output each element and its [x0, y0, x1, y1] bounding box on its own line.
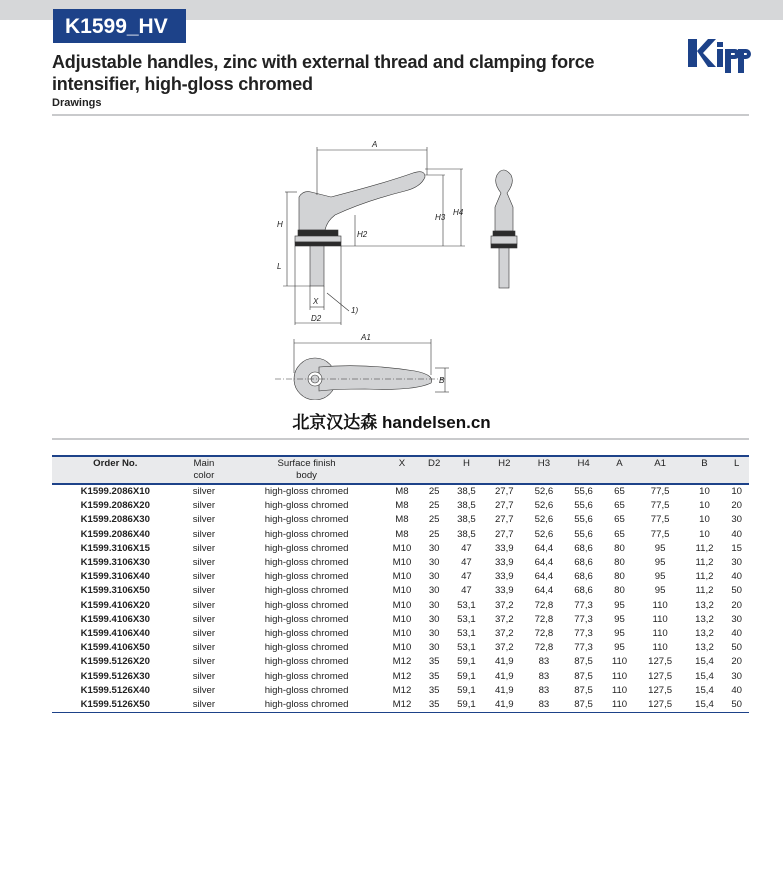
- watermark-text: 北京汉达森 handelsen.cn: [292, 413, 491, 432]
- table-body: [52, 484, 749, 713]
- table-cell: 38,5: [457, 514, 476, 526]
- table-cell: silver: [192, 656, 216, 668]
- table-cell: silver: [192, 486, 216, 498]
- handle-lever-side: [299, 172, 425, 230]
- col-order-no: Order No.: [52, 456, 179, 484]
- table-cell: 55,6: [574, 486, 593, 498]
- order-number-cell: K1599.3106X30: [80, 557, 150, 569]
- table-cell: 87,5: [574, 670, 593, 682]
- table-cell: 87,5: [574, 656, 593, 668]
- kipp-logo: [686, 35, 752, 77]
- order-number-cell: K1599.3106X50: [80, 585, 150, 597]
- table-row: [52, 570, 749, 584]
- order-number-cell: K1599.2086X40: [80, 528, 150, 540]
- col-h3: H3: [524, 456, 564, 484]
- table-cell: 10: [699, 514, 710, 526]
- table-cell: 30: [428, 585, 440, 597]
- table-cell: 87,5: [574, 684, 593, 696]
- order-number-cell: K1599.4106X50: [80, 642, 150, 654]
- collar-bottom-ring: [295, 242, 341, 246]
- table-cell: 10: [731, 486, 742, 498]
- top-view-lever: [319, 366, 432, 391]
- dim-h4-label: H4: [453, 208, 464, 217]
- table-cell: high-gloss chromed: [264, 642, 349, 654]
- col-d2: D2: [420, 456, 448, 484]
- table-cell: 10: [699, 486, 710, 498]
- table-cell: 15: [731, 542, 742, 554]
- table-cell: high-gloss chromed: [264, 500, 349, 512]
- collar-dark-ring: [298, 230, 338, 236]
- table-cell: 33,9: [494, 557, 514, 569]
- table-header-row: [52, 456, 749, 484]
- table-cell: 83: [538, 670, 550, 682]
- table-cell: silver: [192, 500, 216, 512]
- table-cell: high-gloss chromed: [264, 656, 349, 668]
- table-cell: 40: [731, 571, 742, 583]
- table-row: [52, 542, 749, 556]
- col-b: B: [685, 456, 725, 484]
- table-cell: 127,5: [648, 684, 673, 696]
- col-a1: A1: [636, 456, 685, 484]
- table-cell: 52,6: [534, 500, 554, 512]
- table-cell: 41,9: [494, 684, 514, 696]
- page-title: [52, 51, 612, 95]
- table-cell: high-gloss chromed: [264, 557, 349, 569]
- table-cell: M10: [392, 642, 412, 654]
- table-cell: 13,2: [695, 613, 714, 625]
- table-cell: 72,8: [534, 613, 554, 625]
- front-bottom-ring: [491, 244, 517, 248]
- table-cell: M10: [392, 627, 412, 639]
- table-cell: 127,5: [648, 656, 673, 668]
- table-cell: silver: [192, 627, 216, 639]
- order-number-cell: K1599.3106X40: [80, 571, 150, 583]
- order-number-cell: K1599.5126X50: [52, 698, 179, 713]
- table-cell: 77,3: [574, 613, 593, 625]
- table-cell: 64,4: [534, 557, 554, 569]
- order-number-cell: K1599.4106X40: [80, 627, 150, 639]
- col-h4: H4: [564, 456, 604, 484]
- table-cell: 13,2: [695, 599, 714, 611]
- table-row: [52, 613, 749, 627]
- table-cell: 53,1: [457, 599, 476, 611]
- table-cell: high-gloss chromed: [229, 698, 384, 713]
- table-cell: 72,8: [534, 627, 554, 639]
- table-cell: 35: [420, 698, 448, 713]
- order-number-cell: K1599.3106X15: [80, 542, 150, 554]
- table-cell: silver: [192, 585, 216, 597]
- table-cell: high-gloss chromed: [264, 571, 349, 583]
- table-cell: 37,2: [494, 599, 514, 611]
- table-cell: high-gloss chromed: [264, 542, 349, 554]
- table-cell: 52,6: [534, 514, 554, 526]
- table-cell: 95: [614, 642, 625, 654]
- col-l: L: [724, 456, 749, 484]
- table-cell: 38,5: [457, 486, 476, 498]
- table-row: [52, 556, 749, 570]
- order-number-cell: K1599.2086X30: [80, 514, 150, 526]
- table-cell: 80: [614, 542, 625, 554]
- table-cell: 13,2: [695, 642, 714, 654]
- table-cell: silver: [192, 613, 216, 625]
- order-number-cell: K1599.5126X20: [80, 656, 150, 668]
- table-cell: 95: [614, 613, 625, 625]
- table-cell: 65: [614, 528, 625, 540]
- table-cell: 47: [461, 585, 472, 597]
- table-cell: 33,9: [494, 585, 514, 597]
- table-cell: 38,5: [457, 500, 476, 512]
- table-cell: M8: [395, 486, 409, 498]
- table-cell: 30: [731, 557, 742, 569]
- table-cell: 59,1: [457, 670, 476, 682]
- table-cell: 11,2: [695, 585, 714, 597]
- table-cell: 40: [731, 684, 742, 696]
- dim-a-label: A: [372, 140, 378, 149]
- table-cell: 38,5: [457, 528, 476, 540]
- table-cell: high-gloss chromed: [264, 627, 349, 639]
- table-cell: 27,7: [494, 514, 514, 526]
- table-cell: 47: [461, 557, 472, 569]
- order-number-cell: K1599.2086X20: [80, 500, 150, 512]
- table-cell: silver: [192, 542, 216, 554]
- dim-h2-label: H2: [357, 230, 368, 239]
- table-cell: 87,5: [564, 698, 604, 713]
- table-row: [52, 499, 749, 513]
- table-cell: high-gloss chromed: [264, 670, 349, 682]
- table-cell: 80: [614, 585, 625, 597]
- front-dark-ring: [493, 231, 515, 236]
- table-cell: 30: [731, 670, 742, 682]
- table-cell: 59,1: [457, 684, 476, 696]
- table-cell: 77,3: [574, 642, 593, 654]
- dim-l-label: L: [277, 262, 282, 271]
- table-cell: 30: [428, 627, 440, 639]
- col-main-color: Main color: [179, 456, 230, 484]
- col-h2: H2: [484, 456, 524, 484]
- table-cell: 95: [654, 571, 666, 583]
- order-number-cell: K1599.5126X40: [80, 684, 150, 696]
- table-cell: 64,4: [534, 585, 554, 597]
- table-cell: 72,8: [534, 599, 554, 611]
- table-cell: M10: [392, 557, 412, 569]
- table-cell: high-gloss chromed: [264, 528, 349, 540]
- table-cell: silver: [179, 698, 230, 713]
- table-cell: 47: [461, 542, 472, 554]
- front-collar: [491, 236, 517, 244]
- col-x: X: [384, 456, 420, 484]
- table-row: [52, 599, 749, 613]
- table-cell: 35: [428, 656, 440, 668]
- table-row: [52, 513, 749, 527]
- table-cell: 68,6: [574, 585, 593, 597]
- technical-drawing: [265, 135, 545, 400]
- table-cell: M10: [392, 613, 412, 625]
- product-code-tab: [53, 9, 186, 43]
- table-cell: 95: [654, 585, 666, 597]
- table-cell: 59,1: [457, 656, 476, 668]
- table-cell: silver: [192, 514, 216, 526]
- table-cell: 50: [731, 585, 742, 597]
- table-cell: 27,7: [494, 528, 514, 540]
- table-cell: 37,2: [494, 613, 514, 625]
- table-cell: 20: [731, 599, 742, 611]
- table-cell: 110: [652, 599, 668, 611]
- table-cell: 25: [428, 500, 440, 512]
- table-cell: 50: [724, 698, 749, 713]
- table-cell: 53,1: [457, 627, 476, 639]
- dim-b-label: B: [439, 376, 445, 385]
- table-cell: 30: [731, 514, 742, 526]
- table-cell: 30: [428, 599, 440, 611]
- table-cell: 33,9: [494, 571, 514, 583]
- table-cell: 110: [652, 627, 668, 639]
- table-cell: silver: [192, 642, 216, 654]
- table-cell: 10: [699, 528, 710, 540]
- table-cell: silver: [192, 571, 216, 583]
- table-cell: 110: [652, 642, 668, 654]
- table-cell: 30: [428, 571, 440, 583]
- table-cell: silver: [192, 528, 216, 540]
- table-cell: 10: [699, 500, 710, 512]
- table-cell: 15,4: [695, 684, 714, 696]
- table-cell: 110: [611, 656, 628, 668]
- table-cell: M10: [392, 571, 412, 583]
- table-cell: 68,6: [574, 571, 593, 583]
- dim-x-label: X: [313, 297, 319, 306]
- dim-note-label: 1): [351, 306, 359, 315]
- table-cell: 53,1: [457, 642, 476, 654]
- table-row: [52, 684, 749, 698]
- table-cell: 68,6: [574, 557, 593, 569]
- table-cell: 95: [614, 627, 625, 639]
- table-cell: M10: [392, 585, 412, 597]
- col-surface-finish: Surface finish body: [229, 456, 384, 484]
- table-cell: M8: [395, 514, 409, 526]
- table-cell: 72,8: [534, 642, 554, 654]
- threaded-stud: [310, 246, 324, 286]
- table-cell: 68,6: [574, 542, 593, 554]
- table-cell: high-gloss chromed: [264, 599, 349, 611]
- table-cell: 11,2: [695, 571, 714, 583]
- table-row: [52, 484, 749, 499]
- table-cell: 95: [654, 557, 666, 569]
- table-cell: silver: [192, 599, 216, 611]
- table-cell: 95: [614, 599, 625, 611]
- col-h: H: [448, 456, 484, 484]
- table-cell: 50: [731, 642, 742, 654]
- table-cell: silver: [192, 684, 216, 696]
- table-cell: 110: [611, 670, 628, 682]
- table-row: [52, 641, 749, 655]
- table-cell: 40: [731, 627, 742, 639]
- table-cell: 55,6: [574, 514, 593, 526]
- order-number-cell: K1599.2086X10: [80, 486, 150, 498]
- table-cell: 95: [654, 542, 666, 554]
- title-line-1: Adjustable handles, zinc with external thread and clamping force: [52, 52, 595, 72]
- table-cell: 80: [614, 571, 625, 583]
- table-cell: silver: [192, 670, 216, 682]
- handle-front-view: [495, 170, 513, 231]
- table-cell: 47: [461, 571, 472, 583]
- table-row: [52, 669, 749, 683]
- product-code: K1599_HV: [65, 15, 168, 38]
- table-cell: M10: [392, 542, 412, 554]
- dim-h3-label: H3: [435, 213, 446, 222]
- table-cell: 30: [428, 613, 440, 625]
- table-cell: 52,6: [534, 486, 554, 498]
- table-cell: 15,4: [685, 698, 725, 713]
- table-cell: M12: [384, 698, 420, 713]
- table-cell: M12: [392, 684, 412, 696]
- table-cell: M10: [392, 599, 412, 611]
- table-cell: silver: [192, 557, 216, 569]
- table-cell: M8: [395, 500, 409, 512]
- table-cell: 83: [524, 698, 564, 713]
- order-number-cell: K1599.5126X30: [80, 670, 150, 682]
- table-cell: 35: [428, 684, 440, 696]
- table-cell: high-gloss chromed: [264, 585, 349, 597]
- table-cell: 11,2: [695, 542, 714, 554]
- table-cell: 30: [428, 542, 440, 554]
- table-cell: 37,2: [494, 627, 514, 639]
- table-cell: 53,1: [457, 613, 476, 625]
- table-cell: 40: [731, 528, 742, 540]
- table-cell: 41,9: [494, 670, 514, 682]
- table-cell: 127,5: [648, 670, 673, 682]
- table-cell: 110: [611, 684, 628, 696]
- table-row: [52, 655, 749, 669]
- table-cell: 83: [538, 684, 550, 696]
- table-cell: 77,3: [574, 599, 593, 611]
- table-row: [52, 698, 749, 713]
- table-cell: M12: [392, 656, 412, 668]
- table-cell: 35: [428, 670, 440, 682]
- col-a: A: [603, 456, 635, 484]
- specification-table: [52, 455, 749, 713]
- table-cell: 37,2: [494, 642, 514, 654]
- table-cell: 41,9: [494, 656, 514, 668]
- table-cell: 55,6: [574, 500, 593, 512]
- table-row: [52, 627, 749, 641]
- table-cell: 15,4: [695, 670, 714, 682]
- table-cell: 80: [614, 557, 625, 569]
- table-cell: 15,4: [695, 656, 714, 668]
- dim-a1-label: A1: [361, 333, 371, 342]
- table-cell: 41,9: [484, 698, 524, 713]
- table-cell: 20: [731, 656, 742, 668]
- table-cell: high-gloss chromed: [264, 684, 349, 696]
- table-cell: M8: [395, 528, 409, 540]
- order-number-cell: K1599.4106X30: [80, 613, 150, 625]
- table-cell: M12: [392, 670, 412, 682]
- table-cell: 30: [428, 557, 440, 569]
- table-cell: 30: [428, 642, 440, 654]
- table-cell: 110: [652, 613, 668, 625]
- table-cell: 83: [538, 656, 550, 668]
- collar-base: [295, 236, 341, 242]
- table-cell: 59,1: [448, 698, 484, 713]
- table-cell: high-gloss chromed: [264, 514, 349, 526]
- table-cell: high-gloss chromed: [264, 613, 349, 625]
- table-cell: 55,6: [574, 528, 593, 540]
- table-cell: 20: [731, 500, 742, 512]
- table-cell: 77,5: [650, 500, 670, 512]
- table-cell: high-gloss chromed: [264, 486, 349, 498]
- front-stud: [499, 248, 509, 288]
- order-number-cell: K1599.4106X20: [80, 599, 150, 611]
- table-cell: 13,2: [695, 627, 714, 639]
- table-cell: 77,5: [650, 514, 670, 526]
- table-cell: 110: [603, 698, 635, 713]
- table-cell: 65: [614, 486, 625, 498]
- table-cell: 65: [614, 500, 625, 512]
- table-cell: 25: [428, 528, 440, 540]
- table-cell: 77,5: [650, 528, 670, 540]
- table-cell: 25: [428, 486, 440, 498]
- table-cell: 64,4: [534, 542, 554, 554]
- table-divider: [52, 438, 749, 440]
- table-cell: 30: [731, 613, 742, 625]
- title-line-2: intensifier, high-gloss chromed: [52, 74, 313, 94]
- section-subtitle: Drawings: [52, 97, 102, 109]
- table-cell: 77,3: [574, 627, 593, 639]
- table-cell: 127,5: [636, 698, 685, 713]
- table-cell: 64,4: [534, 571, 554, 583]
- table-cell: 65: [614, 514, 625, 526]
- table-cell: 11,2: [695, 557, 714, 569]
- table-cell: 25: [428, 514, 440, 526]
- table-cell: 33,9: [494, 542, 514, 554]
- table-cell: 52,6: [534, 528, 554, 540]
- dim-h-label: H: [277, 220, 283, 229]
- dim-d2-label: D2: [311, 314, 322, 323]
- table-row: [52, 584, 749, 598]
- table-cell: 27,7: [494, 500, 514, 512]
- table-cell: 77,5: [650, 486, 670, 498]
- table-row: [52, 528, 749, 542]
- header-divider: [52, 114, 749, 116]
- table-cell: 27,7: [494, 486, 514, 498]
